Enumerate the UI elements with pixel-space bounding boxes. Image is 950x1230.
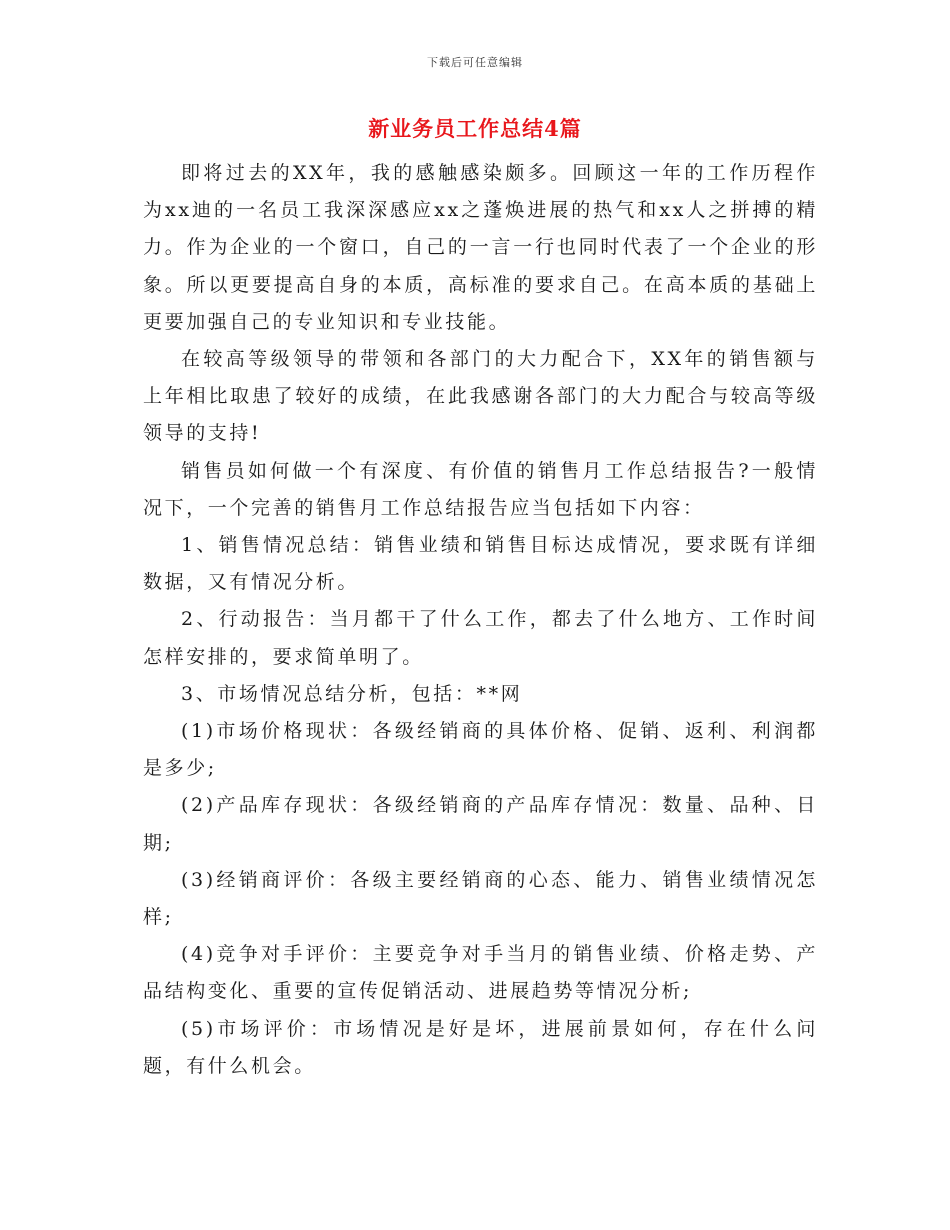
paragraph-leadership: 在较高等级领导的带领和各部门的大力配合下，XX年的销售额与上年相比取患了较好的成绩，在此我感谢各部门的大力配合与较高等级领导的支持!: [143, 348, 818, 445]
header-note: 下载后可任意编辑: [427, 56, 523, 69]
document-body: [143, 155, 818, 1085]
document-title: 新业务员工作总结4篇: [368, 116, 582, 141]
paragraph-subitem-5: (5)市场评价：市场情况是好是坏，进展前景如何，存在什么问题，有什么机会。: [143, 1017, 818, 1077]
paragraph-subitem-3: (3)经销商评价：各级主要经销商的心态、能力、销售业绩情况怎样;: [143, 868, 818, 929]
paragraph-item-1: 1、销售情况总结：销售业绩和销售目标达成情况，要求既有详细数据，又有情况分析。: [143, 534, 818, 594]
paragraph-subitem-1: (1)市场价格现状：各级经销商的具体价格、促销、返利、利润都是多少;: [143, 720, 818, 780]
paragraph-subitem-4: (4)竞争对手评价：主要竞争对手当月的销售业绩、价格走势、产品结构变化、重要的宣传促销活动、进展趋势等情况分析;: [143, 943, 818, 1003]
paragraph-intro: 即将过去的XX年，我的感触感染颇多。回顾这一年的工作历程作为xx迪的一名员工我深深感应xx之蓬焕进展的热气和xx人之拼搏的精力。作为企业的一个窗口，自己的一言一行也同时代表了一个企业的形象。所以更要提高自身的本质，高标准的要求自己。在高本质的基础上更要加强自己的专业知识和专业技能。: [143, 162, 818, 333]
paragraph-subitem-2: (2)产品库存现状：各级经销商的产品库存情况：数量、品种、日期;: [143, 794, 818, 854]
paragraph-report-question: 销售员如何做一个有深度、有价值的销售月工作总结报告?一般情况下，一个完善的销售月工作总结报告应当包括如下内容：: [143, 459, 818, 519]
paragraph-item-2: 2、行动报告：当月都干了什么工作，都去了什么地方、工作时间怎样安排的，要求简单明了。: [143, 608, 818, 668]
paragraph-item-3: 3、市场情况总结分析，包括：**网: [181, 682, 523, 705]
